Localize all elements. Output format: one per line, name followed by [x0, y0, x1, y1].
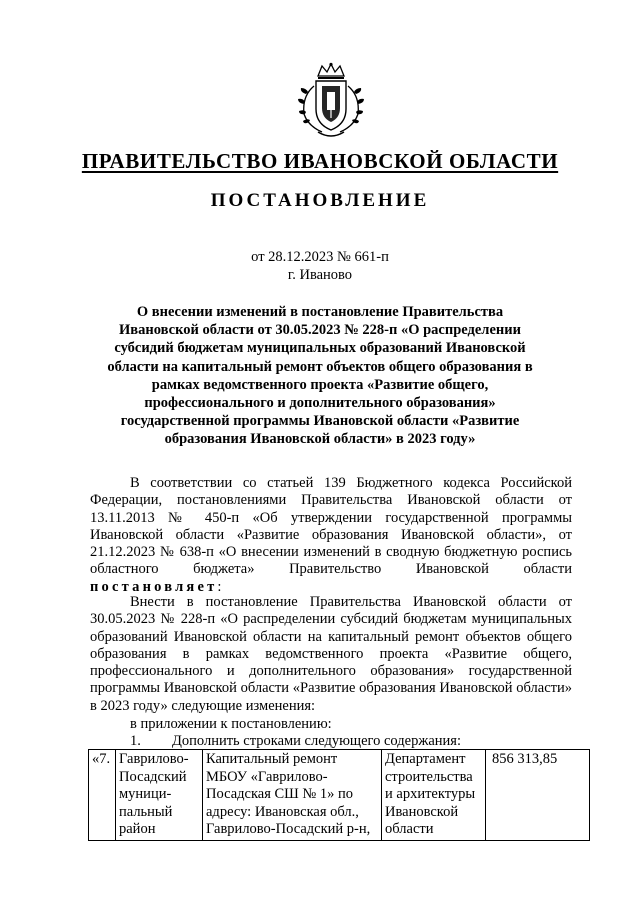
document-type: ПОСТАНОВЛЕНИЕ [210, 190, 430, 211]
body-paragraph-2: Внести в постановление Правительства Ивановской области от 30.05.2023 № 228-п «О распределении субсидий бюджетам муниципальных образований Ивановской области на капитальный ремонт объектов общего образования в рамках ведомственного проекта «Развитие общего, профессионального и дополнительного образования» государственной программы Ивановской области «Развитие образования Ивановской области» в 2023 году» следующие изменения: [90, 594, 572, 714]
government-name: ПРАВИТЕЛЬСТВО ИВАНОВСКОЙ ОБЛАСТИ [81, 149, 559, 173]
row-number-cell: «7. [89, 750, 116, 841]
object-cell [203, 750, 382, 841]
item-1-line [130, 733, 461, 750]
item-1-text: Дополнить строками следующего содержания: [172, 733, 462, 749]
object-line: Посадская СШ № 1» по [206, 786, 354, 802]
amount-cell: 856 313,85 [486, 750, 590, 841]
item-1-number: 1. [130, 733, 141, 749]
body-paragraph-1 [90, 475, 572, 596]
department-line: и архитектуры [385, 786, 476, 802]
municipality-line: пальный [119, 803, 173, 820]
object-line: адресу: Ивановская обл., [206, 803, 359, 820]
coat-of-arms-icon [296, 62, 366, 140]
decree-city: г. Иваново [287, 267, 353, 283]
resolves-word: постановляет [90, 578, 218, 595]
decree-date-number: от 28.12.2023 № 661-п [251, 249, 389, 265]
department-cell [382, 750, 486, 841]
paragraph-1-text: В соответствии со статьей 139 Бюджетного кодекса Российской Федерации, постановлениями Правительства Ивановской области от 13.11.2013 № 450-п «Об утверждении государственной программы Ивановской области «Развитие образования Ивановской области», от 21.12.2023 № 638-п «О внесении изменений в сводную бюджетную роспись областного бюджета» Правительство Ивановской области [90, 475, 572, 578]
subsidy-table [88, 749, 590, 841]
object-line: Капитальный ремонт [206, 751, 338, 767]
department-line: Департамент [385, 751, 466, 767]
resolves-colon: : [217, 578, 222, 595]
object-line: МБОУ «Гаврилово- [206, 768, 328, 785]
municipality-line: Гаврилово- [119, 751, 189, 767]
municipality-line: район [119, 821, 156, 837]
department-line: Ивановской [385, 803, 459, 820]
municipality-line: Посадский [119, 768, 187, 785]
table-row [89, 750, 590, 841]
municipality-line: муници- [119, 786, 172, 802]
decree-subject: О внесении изменений в постановление Правительства Ивановской области от 30.05.2023 № 228-п «О распределении субсидий бюджетам муниципальных образований Ивановской области на капитальный ремонт объектов общего образования в рамках ведомственного проекта «Развитие общего, профессионального и дополнительного образования» государственной программы Ивановской области «Развитие образования Ивановской области» в 2023 году» [107, 304, 533, 448]
department-line: строительства [385, 768, 473, 785]
municipality-cell [116, 750, 203, 841]
object-line: Гаврилово-Посадский р-н, [206, 821, 371, 837]
department-line: области [385, 821, 434, 837]
appendix-line: в приложении к постановлению: [130, 716, 332, 732]
